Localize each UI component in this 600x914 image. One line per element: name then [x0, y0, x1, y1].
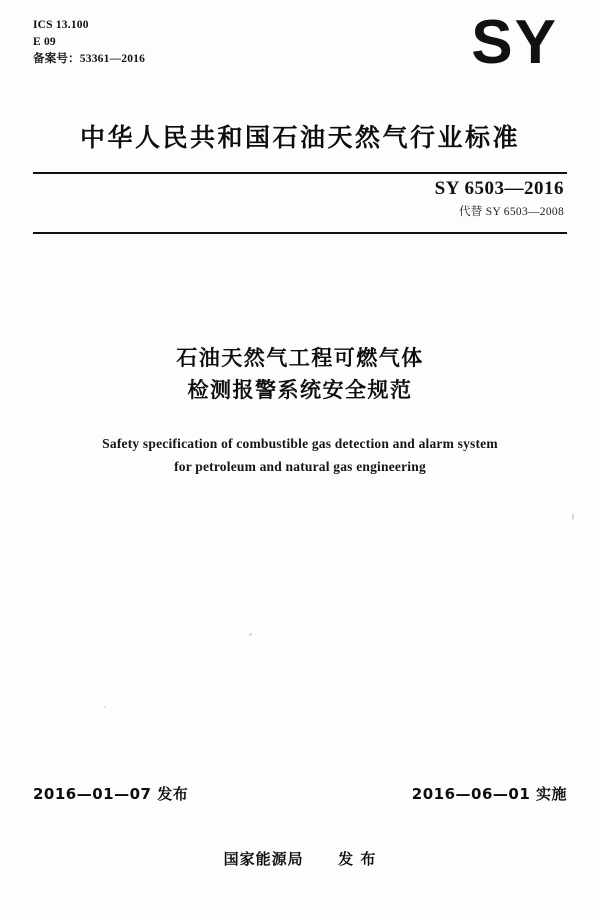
classification-code: E 09 — [33, 36, 56, 48]
scan-speck — [104, 706, 106, 708]
record-number: 备案号：53361—2016 — [33, 53, 146, 65]
document-title-line-1: 石油天然气工程可燃气体 — [176, 346, 424, 370]
publisher-name: 国家能源局 — [223, 850, 304, 868]
divider-bottom — [33, 232, 567, 234]
publisher-line — [0, 848, 600, 869]
document-title-english — [0, 432, 600, 478]
scan-speck — [572, 513, 574, 520]
effective-date: 2016—06—01 实施 — [411, 785, 567, 803]
divider-top — [33, 172, 567, 174]
ics-code: ICS 13.100 — [33, 19, 89, 31]
standard-series-title: 中华人民共和国石油天然气行业标准 — [79, 123, 520, 152]
publisher-action: 发 布 — [338, 850, 377, 868]
scan-speck — [249, 633, 252, 636]
english-title-line-2: for petroleum and natural gas engineering — [174, 459, 426, 474]
document-title — [0, 342, 600, 406]
issue-date: 2016—01—07 发布 — [33, 785, 189, 803]
footer-dates — [33, 783, 567, 804]
sy-logo: SY — [471, 8, 558, 77]
document-title-line-2: 检测报警系统安全规范 — [187, 378, 413, 402]
document-meta-block — [33, 17, 145, 68]
english-title-line-1: Safety specification of combustible gas detection and alarm system — [102, 436, 498, 451]
standard-replaces: 代替 SY 6503—2008 — [458, 206, 564, 218]
standard-number: SY 6503—2016 — [434, 178, 564, 199]
